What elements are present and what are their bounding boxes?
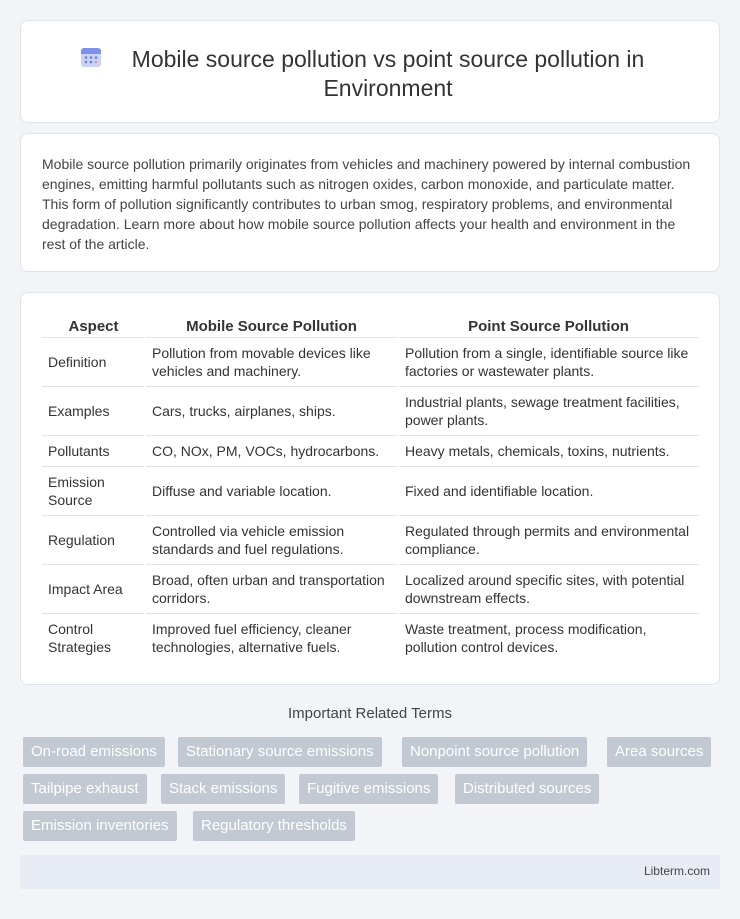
cell-mobile: Diffuse and variable location. — [145, 467, 398, 516]
cell-mobile: Improved fuel efficiency, cleaner technologies, alternative fuels. — [145, 614, 398, 663]
intro-card — [20, 133, 720, 272]
cell-mobile: Cars, trucks, airplanes, ships. — [145, 387, 398, 436]
title-card — [20, 20, 720, 123]
term-tag[interactable]: Distributed sources — [455, 774, 599, 804]
table-row — [42, 565, 699, 614]
cell-point: Waste treatment, process modification, pollution control devices. — [398, 614, 699, 663]
term-tag[interactable]: On-road emissions — [23, 737, 165, 767]
term-tag[interactable]: Tailpipe exhaust — [23, 774, 147, 804]
cell-aspect: Regulation — [42, 516, 145, 565]
table-row — [42, 436, 699, 467]
cell-mobile: CO, NOx, PM, VOCs, hydrocarbons. — [145, 436, 398, 467]
table-row — [42, 467, 699, 516]
footer-site-link[interactable]: Libterm.com — [643, 864, 710, 878]
cell-mobile: Broad, often urban and transportation corridors. — [145, 565, 398, 614]
term-tag[interactable]: Area sources — [607, 737, 711, 767]
cell-point: Pollution from a single, identifiable source like factories or wastewater plants. — [398, 338, 699, 387]
term-tag[interactable]: Regulatory thresholds — [193, 811, 355, 841]
column-header-mobile: Mobile Source Pollution — [145, 315, 398, 338]
column-header-aspect: Aspect — [42, 315, 145, 338]
cell-point: Industrial plants, sewage treatment facilities, power plants. — [398, 387, 699, 436]
comparison-table — [42, 315, 699, 663]
intro-paragraph: Mobile source pollution primarily originates from vehicles and machinery powered by internal combustion engines, emitting harmful pollutants such as nitrogen oxides, carbon monoxide, and particulate matter. This form of pollution significantly contributes to urban smog, respiratory problems, and environmental degradation. Learn more about how mobile source pollution affects your health and environment in the rest of the article. — [42, 156, 691, 252]
term-tag[interactable]: Stationary source emissions — [178, 737, 382, 767]
footer — [20, 855, 720, 889]
term-tag[interactable]: Nonpoint source pollution — [402, 737, 587, 767]
cell-aspect: Definition — [42, 338, 145, 387]
cell-mobile: Controlled via vehicle emission standards and fuel regulations. — [145, 516, 398, 565]
comparison-card — [20, 292, 720, 685]
cell-aspect: Pollutants — [42, 436, 145, 467]
term-tag[interactable]: Emission inventories — [23, 811, 177, 841]
cell-mobile: Pollution from movable devices like vehicles and machinery. — [145, 338, 398, 387]
table-row — [42, 387, 699, 436]
table-row — [42, 614, 699, 663]
cell-point: Heavy metals, chemicals, toxins, nutrients. — [398, 436, 699, 467]
cell-aspect: Examples — [42, 387, 145, 436]
term-tag[interactable]: Fugitive emissions — [299, 774, 438, 804]
table-row — [42, 338, 699, 387]
cell-point: Fixed and identifiable location. — [398, 467, 699, 516]
cell-point: Regulated through permits and environmental compliance. — [398, 516, 699, 565]
page-title: Mobile source pollution vs point source pollution in Environment — [131, 46, 645, 101]
cell-aspect: Control Strategies — [48, 621, 112, 656]
cell-aspect: Impact Area — [42, 565, 145, 614]
column-header-point: Point Source Pollution — [398, 315, 699, 338]
cell-point: Localized around specific sites, with potential downstream effects. — [398, 565, 699, 614]
term-tag[interactable]: Stack emissions — [161, 774, 285, 804]
table-row — [42, 516, 699, 565]
cell-aspect: Emission Source — [42, 467, 145, 516]
related-terms-title: Important Related Terms — [288, 705, 452, 722]
